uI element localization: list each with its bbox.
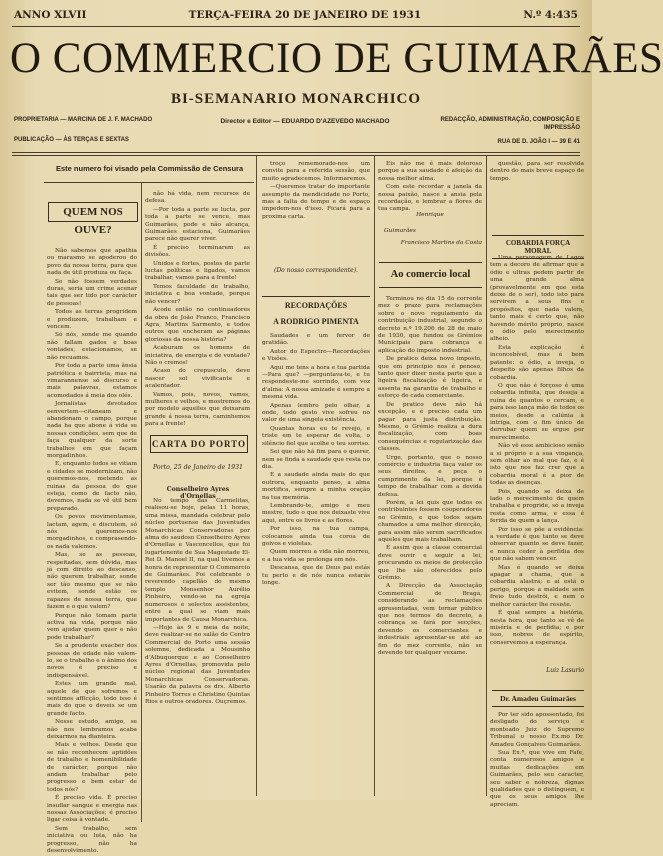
place-guimaraes: Guimarães — [384, 228, 416, 234]
signature-francisco: Francisco Martins da Costa — [400, 240, 482, 246]
header-rule — [12, 152, 580, 153]
signature-henrique: Henrique — [416, 212, 444, 218]
correspondent-signature: (Do nosso correspondente). — [274, 267, 358, 274]
article-title-amadeu: Dr. Amadeu Guimarães — [492, 690, 584, 707]
column-separator — [374, 156, 375, 796]
article-title-rodrigo-pimenta: A RODRIGO PIMENTA — [273, 317, 359, 326]
column-separator — [256, 156, 257, 796]
year-label: ANNO XLVII — [14, 9, 87, 21]
article-recordacoes: Saudades e um fervor de gratidão. Autor do Espectro—Recordações e Visões. Aqui me tens a hora e tua partida—Para que? —perguntava-te, e tu respondeste-me sorrindo, com voz d'alma: A nossa amizade é sempre a mesma vida. Apenas lembro pelo olhar, a onde, todo gesto vive sofreu no valor de uma singela existência. Quantas horas eu te revejo, e triste em te esperar de volta, o silêncio fiel que acolhe o teu sorriso. Sei que não há fim para o querer, nem se finda a saudade que resta no dia. E a saudade ainda mais do que outrora, enquanto penso, a alma mortifica, sempre a minha oração na tua memória. Lembrando-te, amigo e meu mestre, tudo o que nos deixaste vive aqui, entre os livros e as flores. Por isso, na tua campa, colocamos ainda tua coroa de goivos e violetas. Quem morreu a vida não morreu, e a tua vida se prolonga em nós. Descansa, que de Deus pai estás tu perto e de nós nunca estarás longe. — [262, 333, 370, 586]
issue-number: N.º 4:435 — [523, 9, 578, 21]
signature-cobardia: Luiz Lasurio — [546, 667, 584, 674]
newspaper-title: O COMMERCIO DE GUIMARÃES — [10, 35, 663, 82]
censorship-notice: Este numero foi visado pela Commissão de Censura — [56, 164, 244, 173]
article-title-quem-nos-ouve: QUEM NOS OUVE? — [48, 202, 138, 222]
editor-info: Director e Editor — EDUARDO D'AZEVEDO MACHADO — [220, 118, 390, 125]
article-title-cobardia: COBARDIA FORÇA MORAL — [492, 235, 584, 259]
section-title-recordacoes: RECORDAÇÕES — [262, 296, 370, 310]
article-continuation-col4: Eis não me é mais doloroso porque a sua saudade é afeição da nossa melhor alma. Com este recordar a janela da nossa paixão, nasce a ansia pela recordação, e lembrar a flores de tua campa. — [378, 161, 482, 213]
censor-rule — [44, 182, 254, 183]
ownership-info: PROPRIETARIA — MARCINA DE J. F. MACHADO PUBLICAÇÃO — ÀS TERÇAS E SEXTAS — [14, 117, 153, 143]
column-separator — [486, 156, 487, 796]
article-title-comercio-local: Ao comercio local — [379, 262, 482, 288]
masthead-topline — [14, 6, 578, 24]
article-amadeu: Por ter sido apossentado, foi desligado do serviço e monteado Juiz do Supremo Tribunal o nosso Ex.mo Dr. Amadeu Gonçalves Guimarães. Sua Ex.ª, que vive em Fafe, conta numerosos amigos e muitas dedicações em Guimarães, pelo seu caracter, seu saber e nobreza, dignas qualidades que o distinguem, e que os seus amigos lhe apreciam. — [490, 712, 584, 808]
date-label: TERÇA-FEIRA 20 DE JANEIRO DE 1931 — [188, 9, 422, 21]
article-continuation-col3: troço rememorado-nos um convite para a referida sessão, que muito agradecemos. Informaremos. —Queremos tratar do importante assumpto da mendicidade no Porto, mas a falta de tempo e de espaço impedem-nos d'isso. Ficará para a proxima carta. — [262, 161, 370, 220]
carta-subtitle: Conselheiro Ayres d'Ornellas — [166, 486, 230, 500]
article-carta-do-porto: No tempo das Carmelitas, realisou-se hoje, pelas 11 horas, uma missa, mandada celebrar pelo núcleo portuense das Juventudes Monarchicas Conservadoras por alma do saudoso Conselheiro Ayres d'Ornellas e Vasconcellos, que foi lugartenente de Sua Magestade El-Rei D. Manoel II, na qual tivemos a honra de representar O Commercio de Guimarães. Foi celebrante o reverendo capellão do mesmo templo Monsenhor Aurélio Pinheiro, vendo-se na egreja numerosos e selectos assistentes, entre a qual se viam mais importantes de Causa Monarchica. —Hoje às 9 e meia da noite, deve realizar-se no salão do Centro Commercial do Porto uma sessão solemne, dedicada a Mousinho d'Albuquerque e ao Conselheiro Ayres d'Ornellas, promovida pelo núcleo regional das Juventudes Monarchicas Conservadoras. Usarão da palavra os drs. Alberto Pinheiro Torres e Christino Quintas Rios e outros oradores. Ouçremos. — [145, 498, 250, 705]
article-cobardia: Uma personagem de Lagos tem a decoro de afirmar que a ódio e ultras pedem partir de uma grande alma (provavelmente em que esta deixe de o ser), todo isto para servirem a seus fins e propósitos, que nada valem, tanto mais é certo que, não havendo mérito próprio, nasce o ódio pelo merecimento alheio. Esta explicação é inconcebível, mas é bem patente: o ódio, a inveja, o despeito são apenas filhos da cobardia. O que não é forçoso é uma cobardia infinita, que deseja a ruína de quantos o cercam, e para isso lança mão de todos os meios, desde a calúnia à intriga, com o fim único de derrubar quem se ergue por merecimento. Não vê esse ambicioso senão a si próprio e a sua vingança, sem olhar ao mal que faz, e é isto que nos faz crer que a cobardia moral é a pior de todas as doenças. Pois, quando se deixa de lado o merecimento de quem trabalha e progride, só a inveja resta como arma, e essa é ferida de quem a lança. Por isso se põe a evidência: a verdade é que tanto se deve observar quanto se deve fazer, e nunca ceder à perfídia dos que não sabem vencer. Mas é quando se deixa apagar a chama, que a cobardia alastra; e aí está o perigo, porque a maldade sem freio tudo destrói, e nem o melhor carácter lhe resiste. É qual sempre a história, nesta hora, que tanto se vê de miséria e de perfídia; e por isso, nobres de espírito, conservemos a esperança. — [490, 255, 584, 646]
newspaper-subtitle: BI-SEMANARIO MONARCHICO — [170, 91, 422, 107]
article-continuation-col5: questão, para ser resolvida dentro do mais breve espaço de tempo. — [490, 161, 584, 182]
article-comercio-local: Terminou no dia 15 do corrente mez o prazo para reclamações sobre o novo regulamento da contribuição industrial, segundo o decreto n.º 19.206 de 28 de maio de 1930, que fundou os Grémios Municipais para cobrança e aplicação do imposto industrial. De pratico deixa novo imposto, que em princípio nos é penoso, tanto quer dizer nesta parte que a ligeira fiscalização é ligeira, e assenta na garantia de trabalho e esforço de cada comerciante. De pratico deve não há excepção, e é preciso cada um pagar para justa distribuição. Mesmo, o Grémio realiza a dura fiscalização, com boas consequências e regularização das classes. Urge, portanto, que o nosso comércio e industria faça valer os seus direitos, e peça o cumprimento da lei, porque é tempo de trabalhar com a devida defesa. Porém, a lei quis que todos os contribuintes fossem cooperadores no Grémio, e que todos sejam chamados a uma melhor direcção, para assim não serem sacrificados aqueles que mais trabalham. É assim que a classe comercial deve ouvir e seguir a lei, procurando os meios de protecção que lhe são oferecidos pelo Grémio. A Direcção da Associação Commercial de Braga, considerando as reclamações apresentadas, vem tornar público que nos termos do decreto, a cobrança se fará por secções, devendo os comerciantes e industriais apresentar-se até ao fim do mez corrente, não se devendo ter qualquer vexame. — [378, 296, 482, 657]
article-quem-nos-ouve: Não sabemos que apathia ou marasmo se apoderou do povo da nossa terra, para que nada de útil produza ou faça. Se não fossem verdades duras, seria um crime acenar tais que ser tido por carácter de pessoas! Todos as terras progridem e produzem, trabalham e vencem. Só nós, sonde me quando não fallam gados e boas vontades, estacionamos, se não recuamos. Por toda a parte uma ânsia patriótica e bairrista, mas na vimarannense só discurso e mais palavras, estamos acomodados á meia dos olés. Jornalistas devotados eenvertem—citaneam e abandonam o campo, porque nada ha que abone á vida se nossas condições, sem que de faça qualquer da sorte trabalhos em que façam morgadinhos. E, enquanto todos se vitiam e cidades se modernizam, não queremos-nos, metendo as ruinas da pessoa do que esteja, como de facto não, devemos, nada se vê útil bem preparado. Os povos movimentamse, lactam, agem, e discutem, só nós queremos-nos morgadinhos, e comprasendo-os nada valemos. Mas, se as pessoas, respeitadas, sem dúvida, mas já com direito ao descanso, não querem trabalhar, sonde ser tão mesmo que se não evitem, sonde estão os rapazes de nossa terra, que fazem e o que valem? Porque não tomam parte activa na vida, porque não vem ajudar quem quer e não pode trabalhar? Se a prudente exacber dos pessoas de edade não valem-lo, se o trabalho e o ânimo dos novos é preciso e indispensável. Estes um grande mal, aquele de que sofremos e sentimos afficção, todo isso é mais do que o deveis se um grande facto. Nesse estudo, amigo, se não nos lembramos acaba deixarmos na dianteira. Mais e velhos. Desde que se não reconhecem aptidões de trabalho e homenibilidade de carácter, porque não andam trabalhar pelo progresso e bem estar de todos nós? É preciso vida. É preciso insuflar sangue e energia nas nossas Associações; é preciso ligar coisa à vontade. Sem trabalho, sem iniciativa ou luta, não ha progresso, não ha desenvolvimento. — [47, 248, 137, 855]
header-rule-2 — [12, 155, 580, 156]
carta-dateline: Porto, 25 de Janeiro de 1931 — [153, 464, 243, 471]
article-continuation-col2: não há vida, nem recursos de defesa. —Por toda a parte se lucta, por toda a parte se vence, mas Guimarães, pode e não alcança, Guimarães estaciona, Guimarães parece não querer viver. É preciso terminarem as divisões. Unidos e fortes, postos de parte luctas políticas e ligados, vamos trabalhar, vamos para a frente! Temos faculdade de trabalho, iniciativa e boa vontade, porque não vencer? Acode então no continuadores da obra de João Franco, Francisco Agra, Martins Sarmento, e todos outros que encheram as páginas gloriosas da nossa história? Acaburam os homens de iniciativa, de energia e de vontade? Não o cremos! Acaso do crepusculo, deve nascer sol vivificante e acalentador. Vamos, pois, novos, vamos, mulheres e velhos, e mostremos do por modelo aquelles que deixaram grande á nossa terra, caminhemos para a frente! — [145, 191, 250, 428]
article-title-carta-do-porto: CARTA DO PORTO — [150, 435, 248, 453]
office-info: REDACÇÃO, ADMINISTRAÇÃO, COMPOSIÇÃO E IMPRESSÃO RUA DE D. JOÃO I — 39 E 41 — [440, 117, 580, 145]
column-separator — [141, 182, 142, 822]
top-rule — [12, 26, 580, 27]
